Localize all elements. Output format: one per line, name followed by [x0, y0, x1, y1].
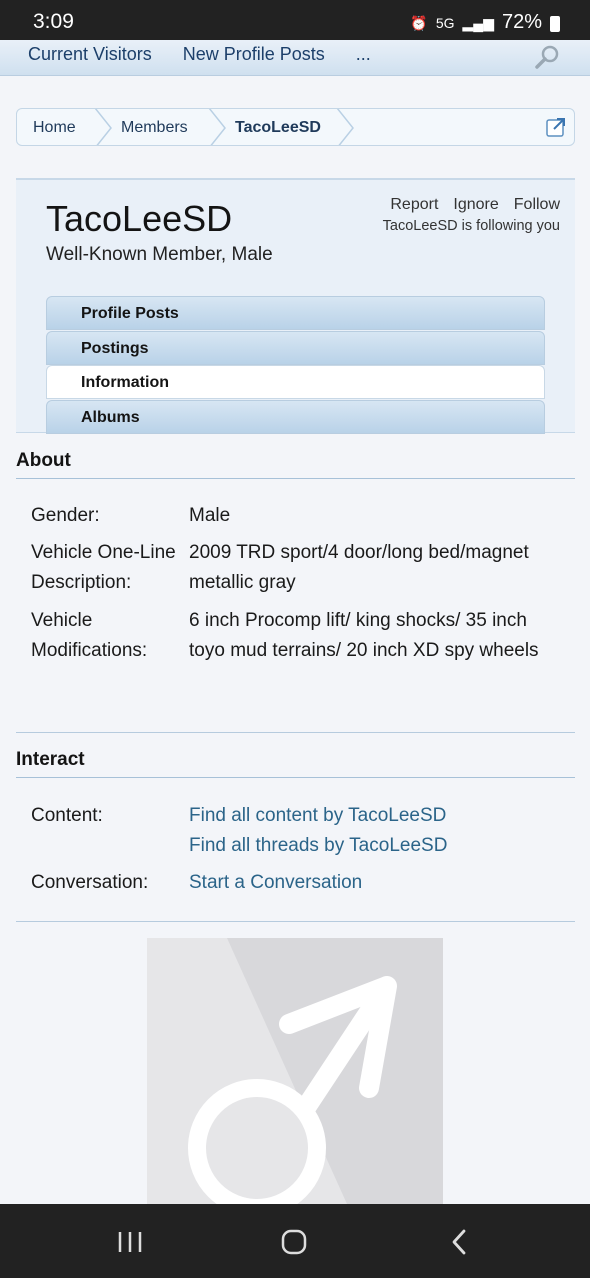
battery-percent: 72% — [501, 11, 542, 33]
section-divider — [16, 732, 575, 733]
tab-postings[interactable]: Postings — [46, 331, 545, 365]
profile-actions — [390, 196, 560, 214]
about-heading: About — [16, 450, 575, 479]
conversation-label: Conversation: — [31, 872, 149, 893]
gender-label: Gender: — [31, 505, 100, 526]
search-icon[interactable] — [534, 44, 560, 70]
vehicle-description-value: 2009 TRD sport/4 door/long bed/magnet metallic gray — [189, 542, 529, 593]
gender-value: Male — [189, 505, 231, 526]
follow-link[interactable]: Follow — [513, 196, 560, 213]
start-conversation-link[interactable]: Start a Conversation — [189, 872, 363, 893]
status-time: 3:09 — [33, 10, 74, 33]
male-symbol-icon — [147, 938, 443, 1204]
avatar[interactable] — [147, 938, 443, 1204]
breadcrumb-separator-icon — [93, 108, 113, 146]
system-navigation-bar — [0, 1204, 590, 1278]
breadcrumb-current[interactable]: TacoLeeSD — [235, 119, 321, 136]
signal-icon: ▂▄▆ — [462, 14, 494, 31]
breadcrumb-separator-icon — [207, 108, 227, 146]
report-link[interactable]: Report — [390, 196, 439, 213]
alarm-icon: ⏰ — [410, 14, 428, 31]
breadcrumb-members[interactable]: Members — [121, 119, 188, 136]
content-links — [189, 801, 559, 861]
breadcrumb-separator-icon — [335, 108, 355, 146]
profile-tabs — [46, 296, 545, 434]
back-icon[interactable] — [448, 1228, 472, 1256]
profile-header — [16, 178, 575, 433]
find-all-content-link[interactable]: Find all content by TacoLeeSD — [189, 805, 447, 826]
vehicle-modifications-value: 6 inch Procomp lift/ king shocks/ 35 inch toyo mud terrains/ 20 inch XD spy wheels — [189, 610, 539, 661]
breadcrumb — [16, 108, 575, 146]
find-all-threads-link[interactable]: Find all threads by TacoLeeSD — [189, 835, 448, 856]
battery-icon — [550, 16, 560, 32]
tab-albums[interactable]: Albums — [46, 400, 545, 434]
tab-information[interactable]: Information — [46, 365, 545, 399]
home-icon[interactable] — [280, 1229, 308, 1255]
ignore-link[interactable]: Ignore — [453, 196, 499, 213]
nav-current-visitors[interactable]: Current Visitors — [28, 44, 152, 64]
section-divider — [16, 921, 575, 922]
recent-apps-icon[interactable] — [116, 1230, 144, 1254]
breadcrumb-home[interactable]: Home — [33, 119, 76, 136]
nav-new-profile-posts[interactable]: New Profile Posts — [182, 44, 325, 64]
status-bar — [0, 0, 590, 40]
status-icons — [410, 11, 560, 34]
tab-profile-posts[interactable]: Profile Posts — [46, 296, 545, 330]
profile-username: TacoLeeSD — [46, 198, 233, 239]
content-label: Content: — [31, 805, 103, 826]
nav-more[interactable]: ... — [355, 44, 371, 64]
jump-to-top-icon[interactable] — [546, 117, 566, 137]
network-type: 5G — [435, 14, 455, 31]
interact-heading: Interact — [16, 749, 575, 778]
profile-user-title: Well-Known Member, Male — [46, 244, 273, 265]
vehicle-modifications-label: Vehicle Modifications: — [31, 610, 148, 661]
vehicle-description-label: Vehicle One-Line Description: — [31, 542, 176, 593]
following-note: TacoLeeSD is following you — [382, 218, 560, 234]
top-nav — [0, 40, 590, 76]
